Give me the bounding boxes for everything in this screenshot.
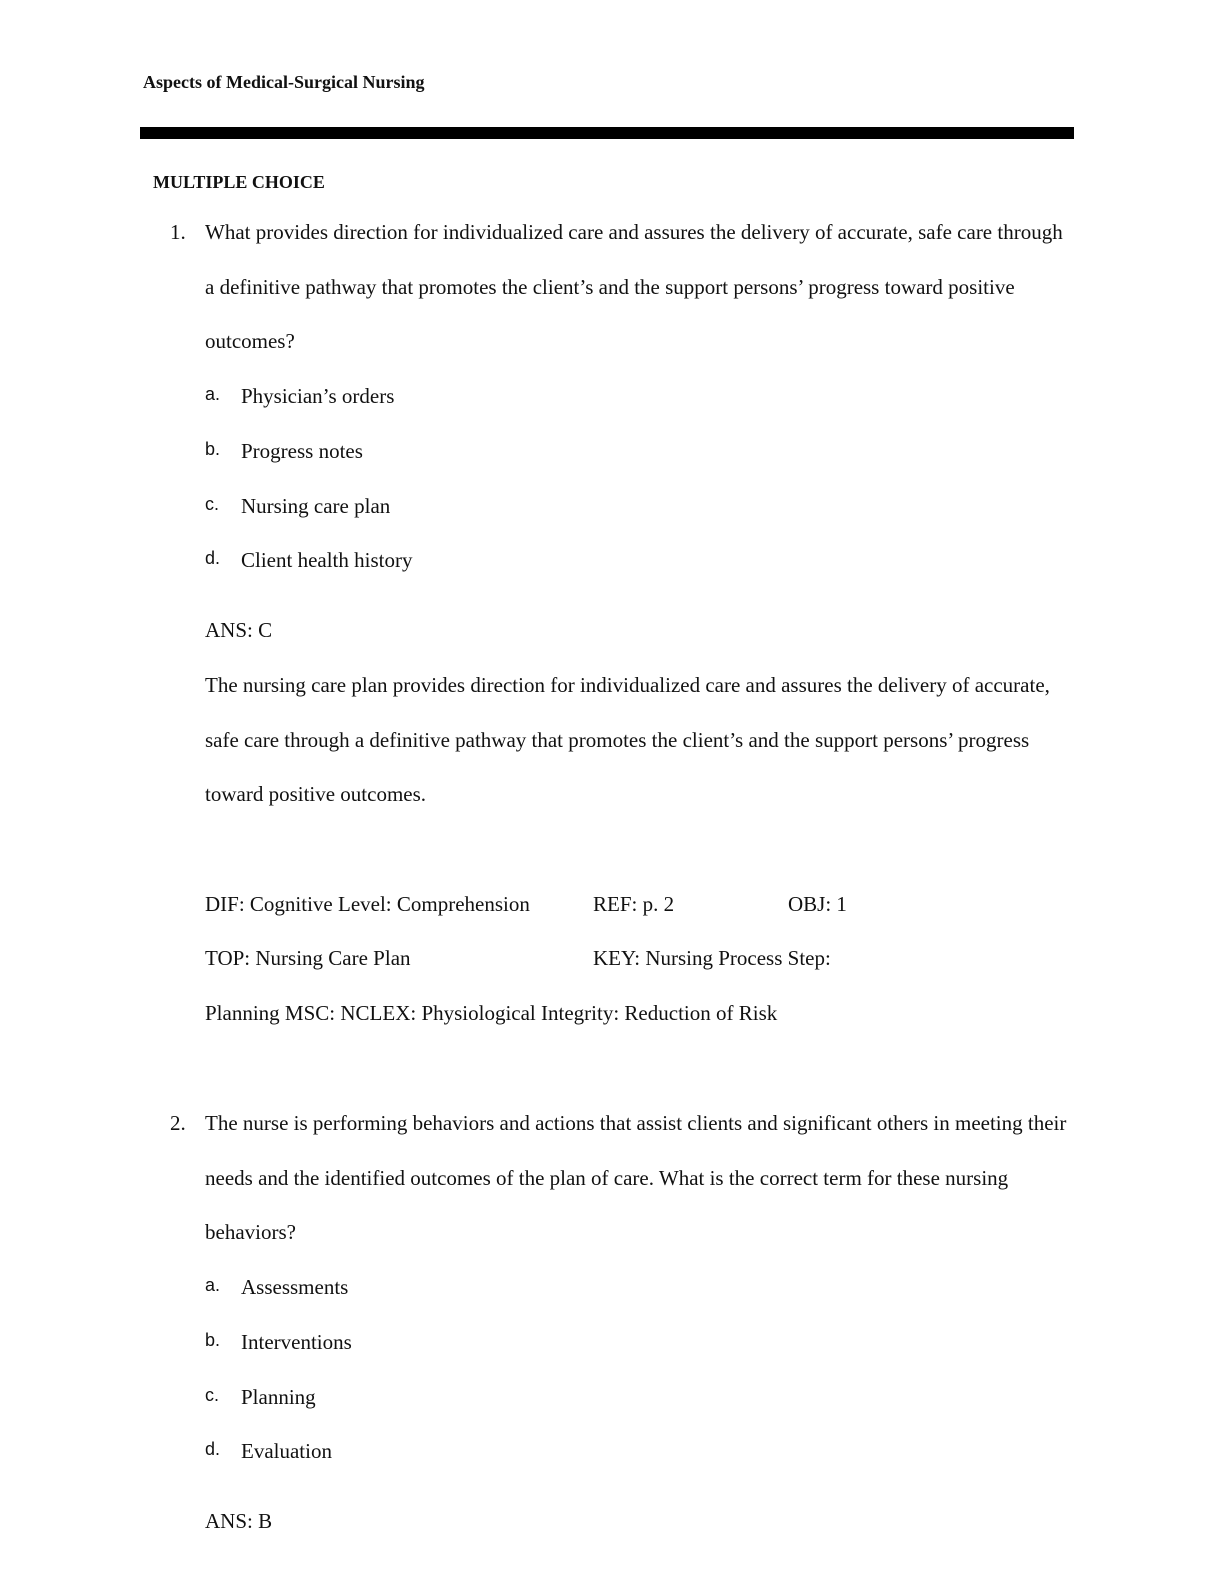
option-a [205, 1260, 1074, 1315]
option-d [205, 533, 1074, 588]
option-text: Nursing care plan [241, 493, 391, 518]
header-rule [140, 127, 1074, 139]
question-number: 1. [170, 220, 186, 244]
question-2 [170, 1096, 1074, 1556]
section-heading: MULTIPLE CHOICE [153, 172, 325, 192]
answer-key: ANS: C [205, 618, 273, 642]
answer-options [205, 1260, 1074, 1479]
question-number: 2. [170, 1111, 186, 1135]
meta-line-3: Planning MSC: NCLEX: Physiological Integrity: Reduction of Risk [205, 1001, 778, 1025]
answer-key: ANS: B [205, 1509, 273, 1533]
option-text: Client health history [241, 548, 413, 573]
meta-objective: OBJ: 1 [788, 892, 847, 916]
question-text: The nurse is performing behaviors and actions that assist clients and significant others in meeting their needs and the identified outcomes of the plan of care. What is the correct term for these nursing behaviors? [205, 1111, 1067, 1245]
option-c [205, 479, 1074, 534]
document-header-title: Aspects of Medical-Surgical Nursing [143, 72, 425, 92]
option-letter: c. [205, 493, 220, 514]
option-letter: a. [205, 384, 221, 404]
option-letter: c. [205, 1384, 220, 1405]
option-text: Progress notes [241, 438, 363, 463]
option-letter: a. [205, 1275, 221, 1295]
option-text: Physician’s orders [241, 384, 395, 408]
meta-key: KEY: Nursing Process Step: [593, 946, 831, 970]
answer-options [205, 369, 1074, 588]
option-text: Planning [241, 1384, 316, 1409]
option-d [205, 1424, 1074, 1479]
option-b [205, 424, 1074, 479]
option-c [205, 1370, 1074, 1425]
meta-topic: TOP: Nursing Care Plan [205, 946, 411, 970]
question-1 [170, 205, 1074, 1045]
meta-difficulty: DIF: Cognitive Level: Comprehension [205, 892, 530, 916]
option-text: Evaluation [241, 1439, 332, 1464]
question-text: What provides direction for individualized care and assures the delivery of accurate, safe care through a definitive pathway that promotes the client’s and the support persons’ progress toward positive outcomes? [205, 220, 1063, 354]
option-letter: b. [205, 438, 221, 459]
option-letter: b. [205, 1329, 221, 1350]
answer-rationale: The nursing care plan provides direction for individualized care and assures the delivery of accurate, safe care through a definitive pathway that promotes the client’s and the support persons’ progress toward positive outcomes. [205, 673, 1050, 807]
option-text: Interventions [241, 1329, 352, 1354]
option-letter: d. [205, 548, 221, 569]
meta-line-1 [205, 877, 1074, 932]
option-letter: d. [205, 1439, 221, 1460]
option-text: Assessments [241, 1275, 349, 1299]
meta-reference: REF: p. 2 [593, 892, 675, 916]
option-a [205, 369, 1074, 424]
meta-line-2 [205, 931, 1074, 986]
option-b [205, 1315, 1074, 1370]
